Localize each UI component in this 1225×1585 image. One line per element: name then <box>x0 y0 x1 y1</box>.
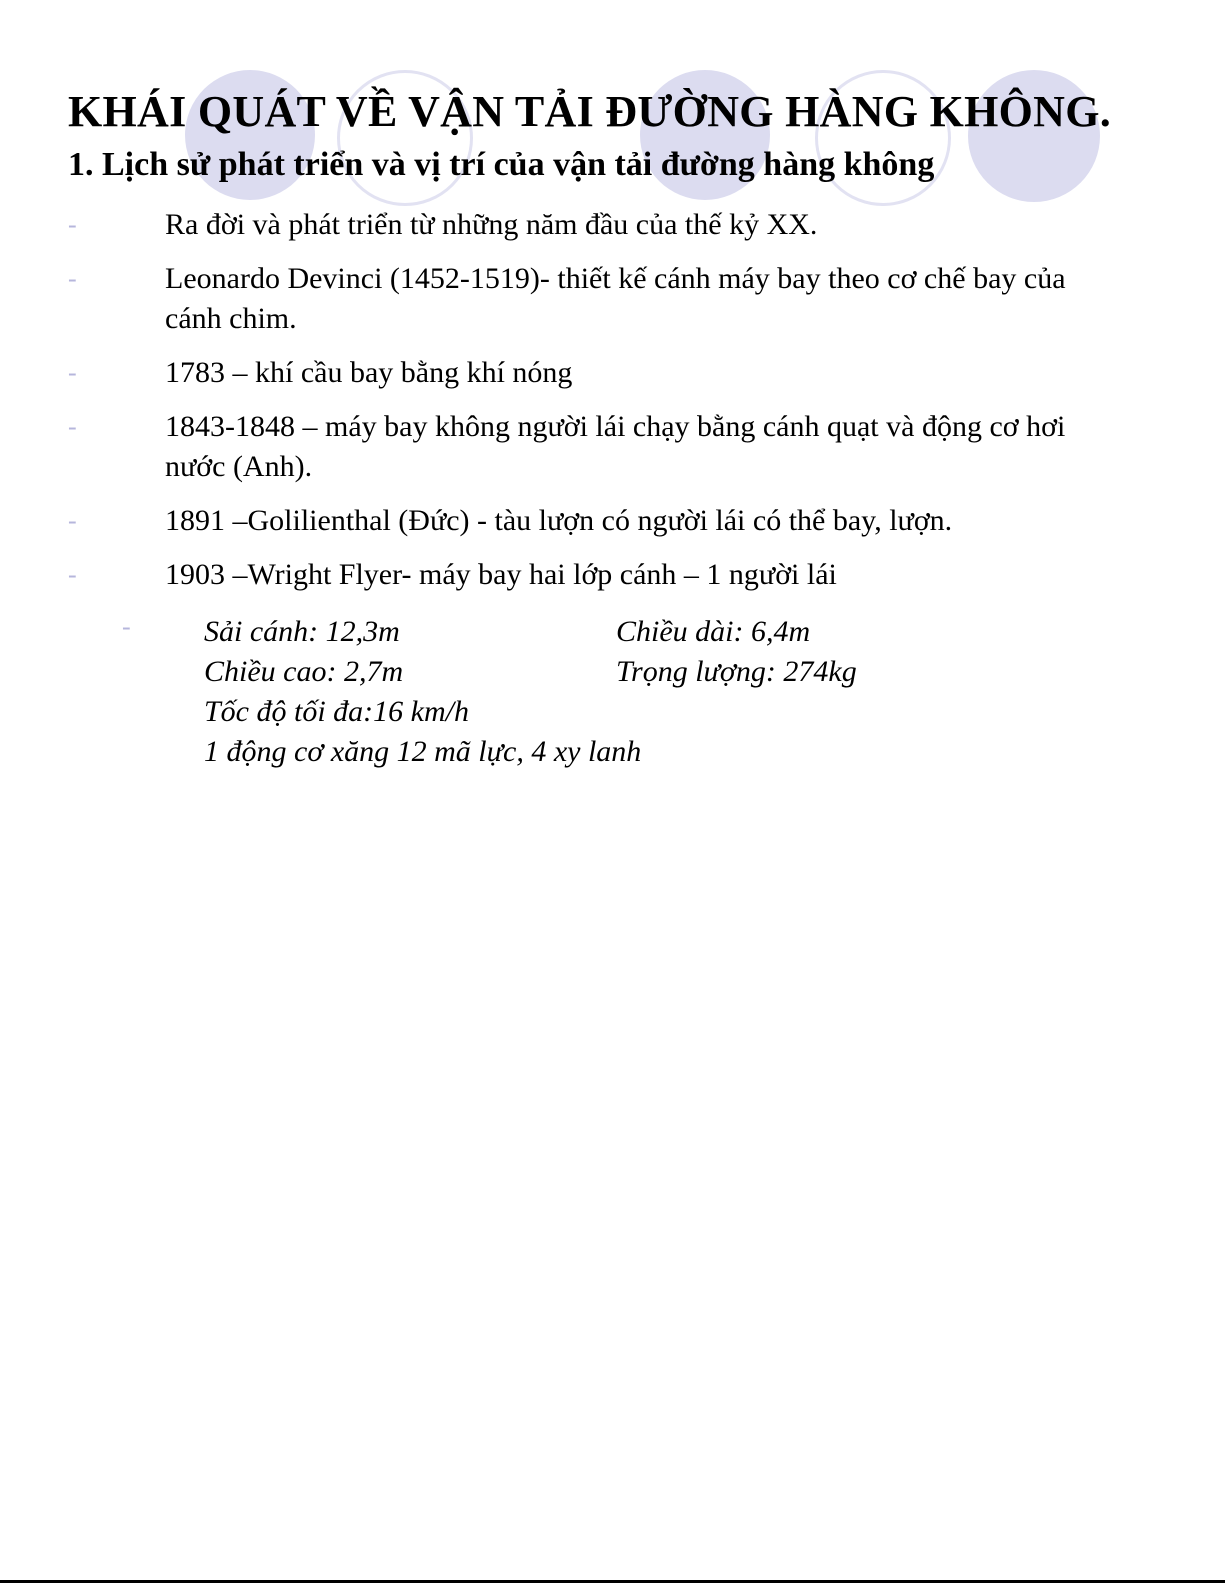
spec-row <box>204 692 857 732</box>
list-item-text: 1843-1848 – máy bay không người lái chạy bằng cánh quạt và động cơ hơi nước (Anh). <box>165 410 1066 483</box>
list-item <box>0 501 1125 541</box>
bullet-marker: - <box>68 264 77 293</box>
list-item-text: Leonardo Devinci (1452-1519)- thiết kế cánh máy bay theo cơ chế bay của cánh chim. <box>165 262 1066 335</box>
list-item <box>0 353 1125 393</box>
spec-weight: Trọng lượng: 274kg <box>616 655 857 688</box>
spec-max-speed: Tốc độ tối đa:16 km/h <box>204 695 469 728</box>
page-bottom-border <box>0 1580 1225 1583</box>
list-item-text: 1891 –Golilienthal (Đức) - tàu lượn có người lái có thể bay, lượn. <box>165 504 953 537</box>
bullet-marker: - <box>122 612 131 641</box>
bullet-marker: - <box>68 506 77 535</box>
bullet-marker: - <box>68 560 77 589</box>
spec-length: Chiều dài: 6,4m <box>616 615 811 648</box>
list-item-text: Ra đời và phát triển từ những năm đầu của thế kỷ XX. <box>165 208 818 241</box>
spec-row <box>204 652 857 692</box>
bullet-marker: - <box>68 358 77 387</box>
spec-wingspan: Sải cánh: 12,3m <box>204 615 400 648</box>
spec-height: Chiều cao: 2,7m <box>204 655 404 688</box>
bullet-marker: - <box>68 412 77 441</box>
page-title: KHÁI QUÁT VỀ VẬN TẢI ĐƯỜNG HÀNG KHÔNG. <box>68 87 1112 136</box>
list-item-text: 1903 –Wright Flyer- máy bay hai lớp cánh – 1 người lái <box>165 558 837 591</box>
spec-engine: 1 động cơ xăng 12 mã lực, 4 xy lanh <box>204 735 642 768</box>
list-item-text: 1783 – khí cầu bay bằng khí nóng <box>165 356 573 389</box>
bullet-marker: - <box>68 210 77 239</box>
bullet-list <box>0 205 1225 609</box>
spec-block <box>204 612 857 772</box>
spec-row <box>204 732 857 772</box>
list-item <box>0 555 1125 595</box>
spec-row <box>204 612 857 652</box>
list-item <box>0 407 1125 487</box>
list-item <box>0 205 1125 245</box>
list-item <box>0 259 1125 339</box>
section-heading: 1. Lịch sử phát triển và vị trí của vận tải đường hàng không <box>68 146 935 183</box>
